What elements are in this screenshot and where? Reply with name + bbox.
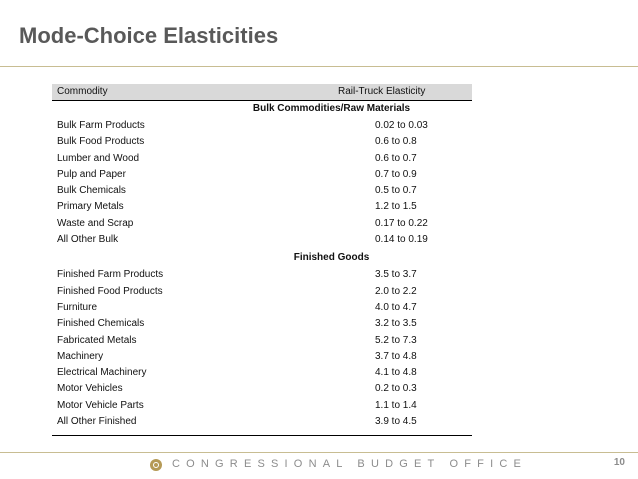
commodity-cell: Lumber and Wood	[57, 152, 140, 164]
table-header	[52, 84, 472, 101]
elasticity-column-header: Rail-Truck Elasticity	[338, 85, 426, 97]
table-row	[52, 134, 472, 150]
elasticity-table	[52, 84, 472, 430]
commodity-cell: Fabricated Metals	[57, 334, 137, 346]
commodity-cell: Bulk Farm Products	[57, 120, 145, 131]
table-bottom-rule	[52, 435, 472, 436]
table-row	[52, 216, 472, 232]
elasticity-cell: 0.14 to 0.19	[375, 234, 428, 246]
elasticity-cell: 0.6 to 0.8	[375, 136, 417, 148]
elasticity-cell: 0.17 to 0.22	[375, 217, 428, 229]
table-row	[52, 365, 472, 381]
commodity-cell: Furniture	[57, 301, 98, 313]
table-row	[52, 381, 472, 397]
table-row	[52, 398, 472, 414]
commodity-cell: Bulk Chemicals	[57, 185, 126, 197]
commodity-cell: Machinery	[57, 350, 104, 362]
commodity-cell: Finished Chemicals	[57, 318, 145, 330]
page-title: Mode-Choice Elasticities	[19, 23, 279, 48]
elasticity-cell: 2.0 to 2.2	[375, 285, 417, 297]
elasticity-cell: 3.9 to 4.5	[375, 416, 417, 428]
table-row	[52, 300, 472, 316]
elasticity-cell: 4.0 to 4.7	[375, 301, 417, 313]
table-row	[52, 151, 472, 167]
commodity-cell: Finished Farm Products	[57, 269, 164, 281]
group-header-bulk: Bulk Commodities/Raw Materials	[252, 103, 411, 114]
footer-organization: CONGRESSIONAL BUDGET OFFICE	[172, 458, 528, 470]
commodity-cell: Finished Food Products	[57, 285, 163, 297]
commodity-column-header: Commodity	[57, 85, 108, 97]
table-row	[52, 199, 472, 215]
commodity-cell: Waste and Scrap	[57, 217, 134, 229]
commodity-cell: Electrical Machinery	[57, 367, 147, 379]
table-row	[52, 316, 472, 332]
table-row	[52, 267, 472, 283]
commodity-cell: Motor Vehicles	[57, 383, 123, 395]
commodity-cell: Pulp and Paper	[57, 168, 126, 180]
elasticity-cell: 1.2 to 1.5	[375, 201, 417, 213]
elasticity-cell: 4.1 to 4.8	[375, 367, 417, 379]
footer-divider	[0, 452, 638, 453]
table-row	[52, 167, 472, 183]
elasticity-cell: 3.2 to 3.5	[375, 318, 417, 330]
cbo-seal-icon	[150, 459, 162, 471]
commodity-cell: All Other Bulk	[57, 234, 119, 246]
elasticity-cell: 0.5 to 0.7	[375, 185, 417, 197]
table-row	[52, 183, 472, 199]
elasticity-cell: 0.02 to 0.03	[375, 120, 428, 131]
title-divider	[0, 66, 638, 67]
elasticity-cell: 3.5 to 3.7	[375, 269, 417, 281]
elasticity-cell: 1.1 to 1.4	[375, 399, 417, 411]
table-row	[52, 232, 472, 248]
commodity-cell: All Other Finished	[57, 416, 137, 428]
commodity-cell: Bulk Food Products	[57, 136, 145, 148]
table-row	[52, 349, 472, 365]
group-header-finished: Finished Goods	[293, 252, 370, 264]
elasticity-cell: 5.2 to 7.3	[375, 334, 417, 346]
table-row	[52, 284, 472, 300]
table-row	[52, 333, 472, 349]
table-row	[52, 118, 472, 134]
elasticity-cell: 3.7 to 4.8	[375, 350, 417, 362]
page-number: 10	[613, 457, 625, 468]
elasticity-cell: 0.2 to 0.3	[375, 383, 417, 395]
table-row	[52, 414, 472, 430]
elasticity-cell: 0.6 to 0.7	[375, 152, 417, 164]
commodity-cell: Primary Metals	[57, 201, 124, 213]
commodity-cell: Motor Vehicle Parts	[57, 399, 144, 411]
elasticity-cell: 0.7 to 0.9	[375, 168, 417, 180]
